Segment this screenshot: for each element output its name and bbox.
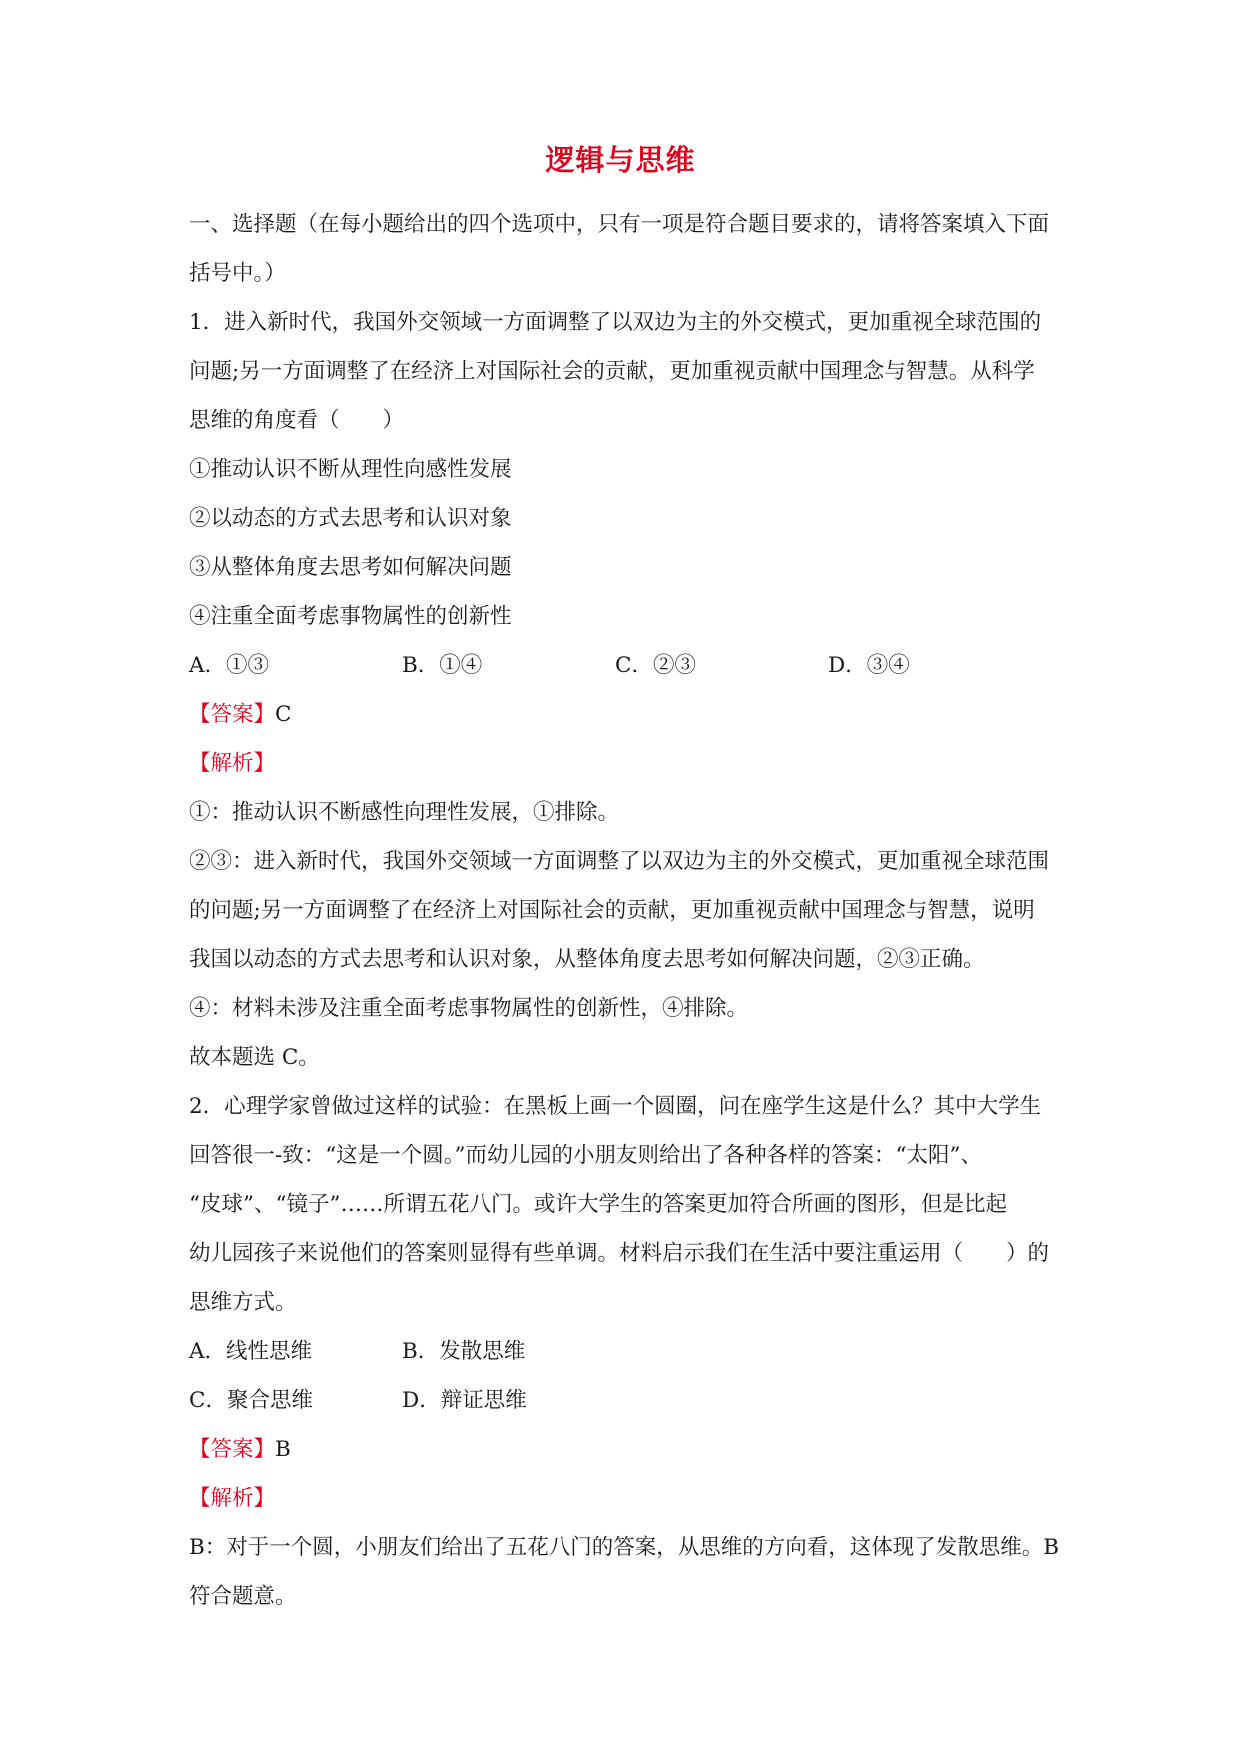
q1-analysis-line: 我国以动态的方式去思考和认识对象，从整体角度去思考如何解决问题，②③正确。 <box>189 947 985 972</box>
q1-analysis-line: 故本题选 C。 <box>189 1045 320 1070</box>
q1-stem-line: 思维的角度看（ ） <box>189 408 405 433</box>
q1-answer <box>189 690 1057 739</box>
q2-option-b: B．发散思维 <box>402 1339 526 1364</box>
q2-options-row-1 <box>189 1327 1057 1376</box>
q1-item-4: ④注重全面考虑事物属性的创新性 <box>189 604 512 629</box>
q2-stem-line: 幼儿园孩子来说他们的答案则显得有些单调。材料启示我们在生活中要注重运用（ ）的 <box>189 1241 1050 1266</box>
answer-value: C <box>275 702 292 727</box>
q1-analysis-line: ②③：进入新时代，我国外交领域一方面调整了以双边为主的外交模式，更加重视全球范围 <box>189 849 1050 874</box>
page-title: 逻辑与思维 <box>545 143 696 177</box>
q2-answer <box>189 1425 1057 1474</box>
answer-label: 【答案】 <box>189 1437 276 1462</box>
q1-analysis-label: 【解析】 <box>189 751 276 776</box>
q1-stem-line: 问题;另一方面调整了在经济上对国际社会的贡献，更加重视贡献中国理念与智慧。从科学 <box>189 359 1035 384</box>
q1-option-b: B．①④ <box>402 653 483 678</box>
q2-stem-line: 2．心理学家曾做过这样的试验：在黑板上画一个圆圈，问在座学生这是什么？其中大学生 <box>189 1094 1042 1119</box>
q1-options <box>189 641 1057 690</box>
q1-analysis-line: ④：材料未涉及注重全面考虑事物属性的创新性，④排除。 <box>189 996 749 1021</box>
q2-analysis-line: 符合题意。 <box>189 1584 297 1609</box>
question-1 <box>189 298 1057 1082</box>
q2-analysis-line: B：对于一个圆，小朋友们给出了五花八门的答案，从思维的方向看，这体现了发散思维。B <box>189 1535 1060 1560</box>
q1-analysis-line: 的问题;另一方面调整了在经济上对国际社会的贡献，更加重视贡献中国理念与智慧，说明 <box>189 898 1035 923</box>
q2-stem-line: 回答很一-致：“这是一个圆。”而幼儿园的小朋友则给出了各种各样的答案：“太阳”、 <box>189 1143 982 1168</box>
q2-options-row-2 <box>189 1376 1057 1425</box>
q1-analysis-line: ①：推动认识不断感性向理性发展，①排除。 <box>189 800 620 825</box>
q1-option-d: D．③④ <box>828 653 910 678</box>
q1-option-c: C．②③ <box>615 653 696 678</box>
q2-option-d: D．辩证思维 <box>402 1388 527 1413</box>
section-heading: 一、选择题（在每小题给出的四个选项中，只有一项是符合题目要求的，请将答案填入下面 <box>189 212 1050 237</box>
q2-analysis-label: 【解析】 <box>189 1486 276 1511</box>
question-2 <box>189 1082 1060 1621</box>
section-heading-cont: 括号中。） <box>189 261 286 286</box>
answer-label: 【答案】 <box>189 702 276 727</box>
q1-stem-line: 1．进入新时代，我国外交领域一方面调整了以双边为主的外交模式，更加重视全球范围的 <box>189 310 1042 335</box>
q2-stem-line: 思维方式。 <box>189 1290 297 1315</box>
q2-option-c: C．聚合思维 <box>189 1388 313 1413</box>
document-body <box>189 200 1060 1621</box>
q1-item-3: ③从整体角度去思考如何解决问题 <box>189 555 512 580</box>
q2-option-a: A．线性思维 <box>189 1339 313 1364</box>
q2-stem-line: “皮球”、“镜子”……所谓五花八门。或许大学生的答案更加符合所画的图形，但是比起 <box>189 1192 1007 1217</box>
q1-option-a: A．①③ <box>189 653 270 678</box>
q1-item-2: ②以动态的方式去思考和认识对象 <box>189 506 512 531</box>
q1-item-1: ①推动认识不断从理性向感性发展 <box>189 457 512 482</box>
answer-value: B <box>275 1437 291 1462</box>
